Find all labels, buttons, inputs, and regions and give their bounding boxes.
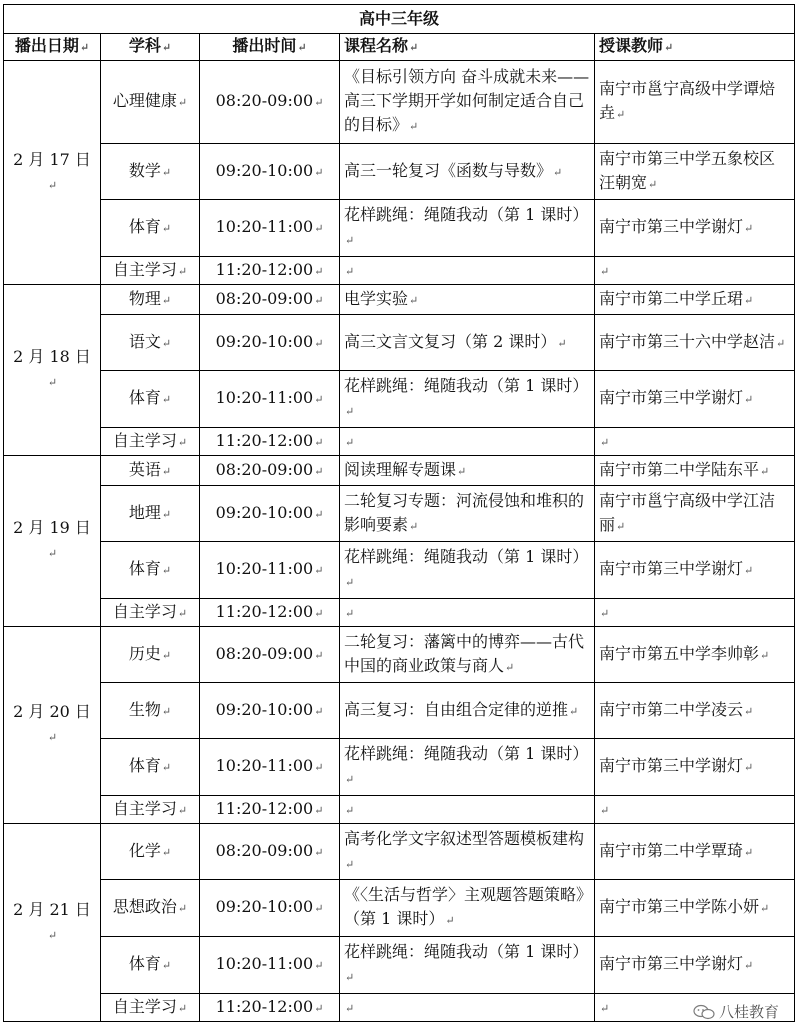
table-row [4,824,795,880]
teacher-cell: 南宁市第五中学李帅彰↵ [595,627,795,683]
course-cell: 阅读理解专题课↵ [340,456,595,486]
table-row [4,937,795,994]
course-cell: 电学实验↵ [340,285,595,315]
subject-cell: 思想政治↵ [101,880,200,937]
table-row [4,683,795,739]
table-row [4,61,795,144]
subject-cell: 物理↵ [101,285,200,315]
teacher-cell: 南宁市第三中学谢灯↵ [595,542,795,599]
teacher-cell: 南宁市邕宁高级中学江洁丽↵ [595,486,795,542]
time-cell: 11:20-12:00↵ [200,428,340,456]
subject-cell: 自主学习↵ [101,796,200,824]
course-cell: 花样跳绳：绳随我动（第 1 课时）↵ [340,937,595,994]
time-cell: 09:20-10:00↵ [200,683,340,739]
title-row [4,5,795,34]
time-cell: 08:20-09:00↵ [200,61,340,144]
subject-cell: 体育↵ [101,542,200,599]
table-row [4,285,795,315]
header-row [4,34,795,61]
table-row [4,599,795,627]
time-cell: 11:20-12:00↵ [200,796,340,824]
course-cell: ↵ [340,994,595,1022]
date-cell: 2 月 18 日↵ [4,285,101,456]
subject-cell: 生物↵ [101,683,200,739]
subject-cell: 体育↵ [101,937,200,994]
time-cell: 08:20-09:00↵ [200,456,340,486]
course-cell: 高三文言文复习（第 2 课时）↵ [340,315,595,371]
subject-cell: 历史↵ [101,627,200,683]
course-cell: 二轮复习：藩篱中的博弈——古代中国的商业政策与商人↵ [340,627,595,683]
teacher-cell: ↵ [595,599,795,627]
time-cell: 11:20-12:00↵ [200,257,340,285]
course-cell: ↵ [340,428,595,456]
teacher-cell: 南宁市第三中学谢灯↵ [595,937,795,994]
time-cell: 09:20-10:00↵ [200,486,340,542]
subject-cell: 体育↵ [101,739,200,796]
time-cell: 10:20-11:00↵ [200,200,340,257]
table-row [4,456,795,486]
teacher-cell: 南宁市邕宁高级中学谭焙垚↵ [595,61,795,144]
teacher-cell: 南宁市第三中学五象校区汪朝宽↵ [595,144,795,200]
teacher-cell: ↵ [595,428,795,456]
course-cell: ↵ [340,257,595,285]
teacher-cell: 南宁市第三中学陈小妍↵ [595,880,795,937]
table-row [4,627,795,683]
course-cell: 高三一轮复习《函数与导数》↵ [340,144,595,200]
watermark [693,1001,779,1022]
header-course: 课程名称↵ [340,34,595,61]
time-cell: 09:20-10:00↵ [200,880,340,937]
header-teacher: 授课教师↵ [595,34,795,61]
course-cell: 二轮复习专题：河流侵蚀和堆积的影响要素↵ [340,486,595,542]
subject-cell: 自主学习↵ [101,994,200,1022]
course-cell: 花样跳绳：绳随我动（第 1 课时）↵ [340,200,595,257]
time-cell: 11:20-12:00↵ [200,599,340,627]
teacher-cell: 南宁市第三中学谢灯↵ [595,739,795,796]
table-row [4,542,795,599]
table-row [4,739,795,796]
date-cell: 2 月 17 日↵ [4,61,101,285]
subject-cell: 地理↵ [101,486,200,542]
subject-cell: 自主学习↵ [101,428,200,456]
course-cell: ↵ [340,599,595,627]
wechat-icon [693,1004,715,1020]
subject-cell: 自主学习↵ [101,599,200,627]
table-row [4,994,795,1022]
time-cell: 08:20-09:00↵ [200,285,340,315]
schedule-body [4,61,795,1022]
teacher-cell: ↵ [595,994,795,1022]
course-cell: 《目标引领方向 奋斗成就未来——高三下学期开学如何制定适合自己的目标》↵ [340,61,595,144]
header-time: 播出时间↵ [200,34,340,61]
table-title: 高中三年级 [4,5,795,34]
date-cell: 2 月 20 日↵ [4,627,101,824]
schedule-table [3,4,795,1022]
teacher-cell: 南宁市第二中学丘珺↵ [595,285,795,315]
subject-cell: 体育↵ [101,200,200,257]
time-cell: 08:20-09:00↵ [200,824,340,880]
time-cell: 09:20-10:00↵ [200,144,340,200]
time-cell: 10:20-11:00↵ [200,739,340,796]
table-row [4,428,795,456]
table-row [4,486,795,542]
time-cell: 11:20-12:00↵ [200,994,340,1022]
subject-cell: 心理健康↵ [101,61,200,144]
course-cell: 高考化学文字叙述型答题模板建构↵ [340,824,595,880]
time-cell: 10:20-11:00↵ [200,937,340,994]
table-row [4,371,795,428]
subject-cell: 自主学习↵ [101,257,200,285]
watermark-text: 八桂教育 [718,1003,779,1021]
time-cell: 10:20-11:00↵ [200,371,340,428]
teacher-cell: ↵ [595,257,795,285]
date-cell: 2 月 19 日↵ [4,456,101,627]
subject-cell: 体育↵ [101,371,200,428]
table-row [4,880,795,937]
teacher-cell: 南宁市第三中学谢灯↵ [595,200,795,257]
teacher-cell: 南宁市第二中学凌云↵ [595,683,795,739]
course-cell: 高三复习：自由组合定律的逆推↵ [340,683,595,739]
table-row [4,144,795,200]
table-row [4,200,795,257]
course-cell: 花样跳绳：绳随我动（第 1 课时）↵ [340,371,595,428]
teacher-cell: 南宁市第二中学陆东平↵ [595,456,795,486]
table-row [4,257,795,285]
time-cell: 09:20-10:00↵ [200,315,340,371]
date-cell: 2 月 21 日↵ [4,824,101,1022]
course-cell: ↵ [340,796,595,824]
teacher-cell: 南宁市第三十六中学赵洁↵ [595,315,795,371]
time-cell: 08:20-09:00↵ [200,627,340,683]
teacher-cell: 南宁市第三中学谢灯↵ [595,371,795,428]
table-row [4,796,795,824]
teacher-cell: ↵ [595,796,795,824]
course-cell: 花样跳绳：绳随我动（第 1 课时）↵ [340,739,595,796]
subject-cell: 语文↵ [101,315,200,371]
table-row [4,315,795,371]
header-date: 播出日期↵ [4,34,101,61]
course-cell: 花样跳绳：绳随我动（第 1 课时）↵ [340,542,595,599]
subject-cell: 化学↵ [101,824,200,880]
teacher-cell: 南宁市第二中学覃琦↵ [595,824,795,880]
time-cell: 10:20-11:00↵ [200,542,340,599]
subject-cell: 英语↵ [101,456,200,486]
header-subject: 学科↵ [101,34,200,61]
course-cell: 《〈生活与哲学〉主观题答题策略》（第 1 课时）↵ [340,880,595,937]
subject-cell: 数学↵ [101,144,200,200]
